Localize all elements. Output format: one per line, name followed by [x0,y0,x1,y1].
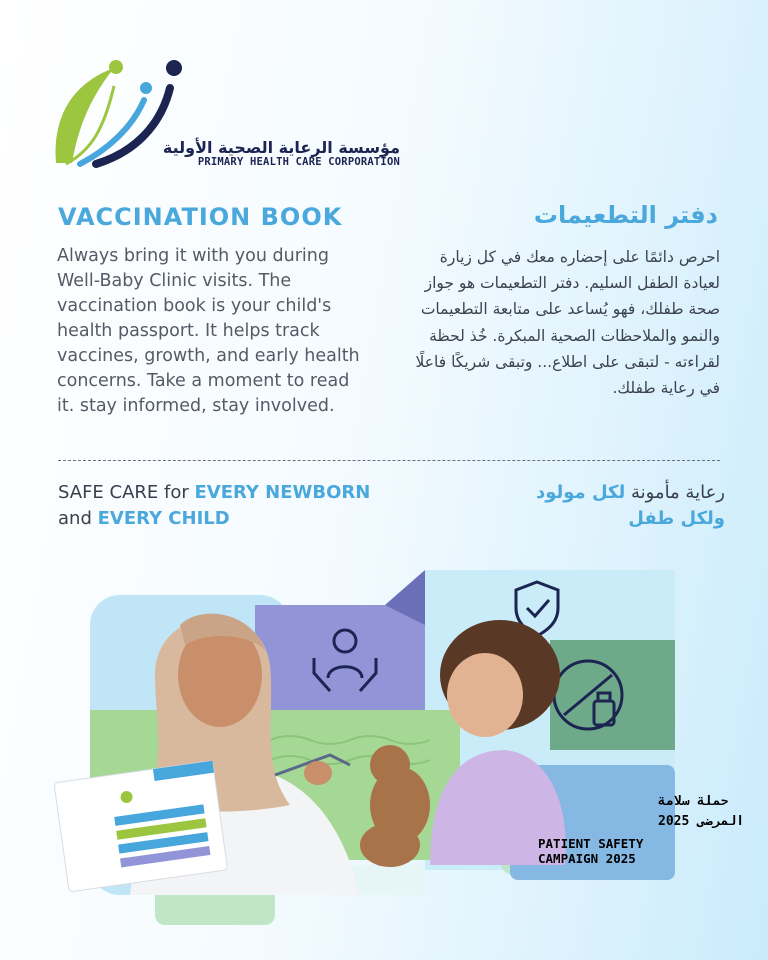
title-english: VACCINATION BOOK [58,203,343,231]
organization-logo [52,58,400,173]
logo-name-english: PRIMARY HEALTH CARE CORPORATION [197,156,400,168]
tagline-ar-part1: رعاية مأمونة [625,482,725,503]
campaign-en-line1: PATIENT SAFETY [538,836,644,851]
tagline-en-highlight2: EVERY CHILD [97,508,230,529]
campaign-illustration [60,565,745,935]
bg-panel-teal [550,640,675,750]
tagline-ar-highlight1: لكل مولود [535,482,626,503]
title-arabic: دفتر التطعيمات [533,201,718,229]
tagline-en-part1: SAFE CARE for [58,482,195,503]
tagline-en-part3: and [58,508,98,529]
vaccination-book-image [54,761,228,892]
tagline-en-highlight1: EVERY NEWBORN [194,482,371,503]
logo-name-arabic: مؤسسة الرعاية الصحية الأولية [162,138,400,157]
campaign-en-line2: CAMPAIGN 2025 [538,851,636,866]
tagline-ar-highlight2: ولكل طفل [628,508,725,529]
campaign-ar-line1: حملة سلامة [658,794,729,809]
tagline-english [58,480,370,532]
body-arabic: احرص دائمًا على إحضاره معك في كل زيارة لعيادة الطفل السليم. دفتر التطعيمات هو جواز صحة طفلك، فهو يُساعد على متابعة التطعيمات والنمو والملاحظات الصحية المبكرة. خُذ لحظة لقراءته - لتبقى على اطلاع... وتبقى شريكًا فاعلًا في رعاية طفلك. [415,248,720,398]
bg-panel-purple [255,605,425,715]
dashed-divider [58,460,720,461]
tagline-arabic [470,480,725,532]
body-english: Always bring it with you during Well-Baby Clinic visits. The vaccination book is your child's health passport. It helps track vaccines, growth, and early health concerns. Take a moment to read it. stay informed, stay involved. [57,246,360,416]
campaign-ar-line2: المرضى 2025 [658,814,745,829]
